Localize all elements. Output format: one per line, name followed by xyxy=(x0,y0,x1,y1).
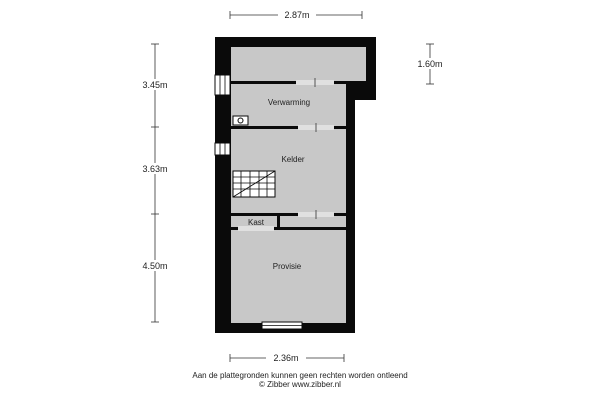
credit-text: © Zibber www.zibber.nl xyxy=(259,380,341,389)
disclaimer-text: Aan de plattegronden kunnen geen rechten worden ontleend xyxy=(192,371,408,380)
floor-provisie xyxy=(231,230,346,323)
dimension-bottom xyxy=(230,352,344,363)
floor-corridor xyxy=(280,216,346,227)
dimension-right-label: 1.60m xyxy=(417,59,443,69)
room-label-verwarming: Verwarming xyxy=(267,98,311,107)
window-left-lower xyxy=(215,143,230,155)
dimension-left-upper-label: 3.45m xyxy=(142,80,168,90)
room-label-kelder: Kelder xyxy=(281,155,305,164)
dimension-bottom-label: 2.36m xyxy=(273,353,299,363)
window-left-upper xyxy=(215,75,230,95)
room-label-kast: Kast xyxy=(247,218,265,227)
dimension-right xyxy=(413,44,447,84)
boiler-icon xyxy=(233,116,248,125)
dimension-left-middle-label: 3.63m xyxy=(142,164,168,174)
room-label-provisie: Provisie xyxy=(272,262,302,271)
dimension-top xyxy=(230,9,362,20)
floor-top-room xyxy=(231,47,366,81)
staircase xyxy=(233,171,275,197)
dimension-left xyxy=(138,44,172,322)
wall-kast-side xyxy=(277,216,280,230)
dimension-top-label: 2.87m xyxy=(284,10,310,20)
dimension-left-lower-label: 4.50m xyxy=(142,261,168,271)
